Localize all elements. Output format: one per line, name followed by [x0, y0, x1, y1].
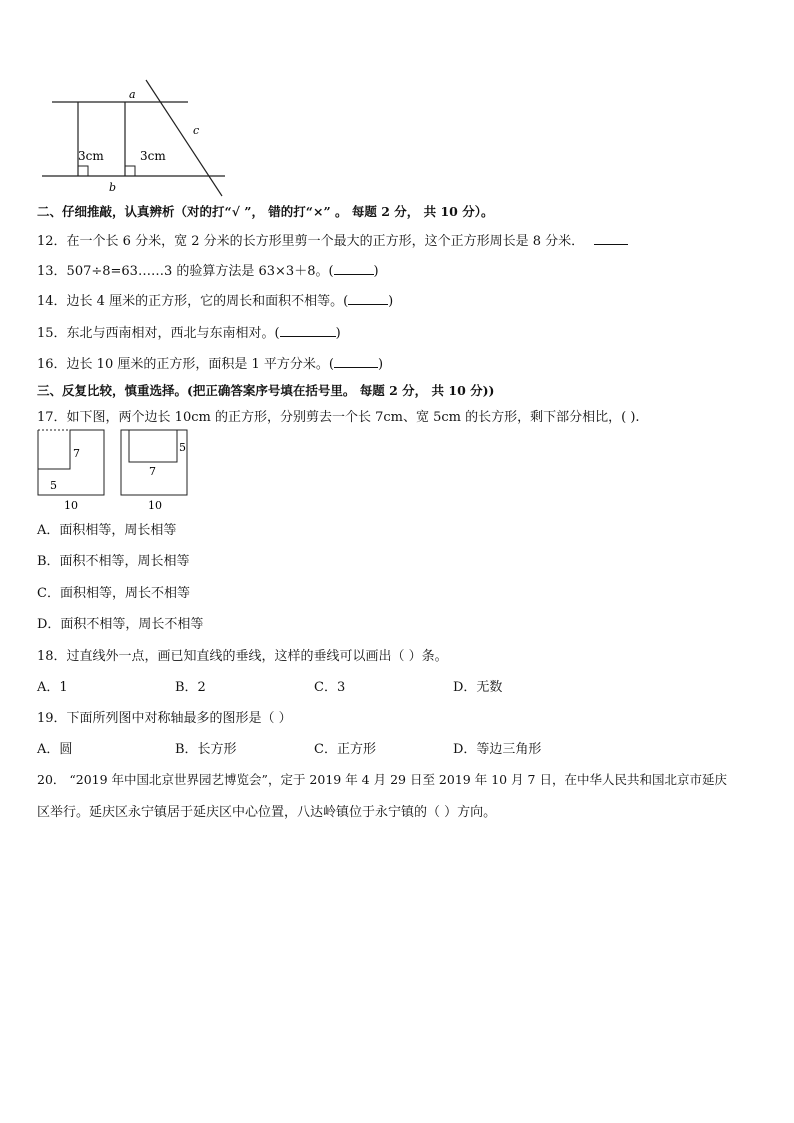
question-13 — [37, 260, 379, 279]
label-b: b — [109, 181, 117, 194]
q18-option-c[interactable]: C．3 — [314, 680, 346, 695]
question-15 — [37, 322, 341, 341]
label-height-1: 3cm — [78, 149, 104, 163]
answer-blank-15[interactable] — [280, 324, 336, 337]
question-20-line-1: 20． “2019 年中国北京世界园艺博览会”，定于 2019 年 4 月 29 日至 2019 年 10 月 7 日，在中华人民共和国北京市延庆 — [37, 772, 727, 787]
question-13-text: 13．507÷8=63……3 的验算方法是 63×3＋8。( — [37, 264, 334, 279]
q17-option-a[interactable]: A．面积相等，周长相等 — [37, 523, 177, 538]
q19-option-d[interactable]: D．等边三角形 — [453, 742, 542, 757]
question-14 — [37, 290, 393, 309]
fig1-side-label: 7 — [73, 447, 80, 460]
fig1-bottom-label: 5 — [50, 479, 57, 492]
q19-option-b[interactable]: B．长方形 — [175, 742, 237, 757]
question-12 — [37, 230, 628, 249]
q17-option-d[interactable]: D．面积不相等，周长不相等 — [37, 617, 204, 632]
fig2-side-label: 5 — [179, 441, 186, 454]
section-2-heading: 二、仔细推敲，认真辨析（对的打“√ ”， 错的打“×” 。 每题 2 分， 共 10 分）。 — [37, 204, 494, 219]
q19-option-a[interactable]: A．圆 — [37, 742, 73, 757]
q17-figure-2 — [119, 428, 191, 514]
q17-option-b[interactable]: B．面积不相等，周长相等 — [37, 554, 190, 569]
q17-figure-1 — [36, 428, 108, 514]
question-12-text: 12．在一个长 6 分米，宽 2 分米的长方形里剪一个最大的正方形，这个正方形周长是 8 分米． — [37, 234, 585, 249]
answer-blank-13[interactable] — [334, 262, 374, 275]
label-a: a — [129, 88, 136, 101]
parallel-lines-figure — [30, 78, 230, 198]
question-19-text: 19．下面所列图中对称轴最多的图形是（ ） — [37, 711, 292, 726]
q18-option-b[interactable]: B．2 — [175, 680, 206, 695]
q18-option-a[interactable]: A．1 — [37, 680, 68, 695]
question-15-text: 15．东北与西南相对，西北与东南相对。( — [37, 326, 280, 341]
question-14-close: ) — [388, 294, 394, 309]
fig2-inner-label: 7 — [149, 465, 156, 478]
fig2-base-label: 10 — [148, 499, 162, 512]
label-c: c — [193, 124, 200, 137]
question-15-close: ) — [335, 326, 341, 341]
question-13-close: ) — [373, 264, 379, 279]
fig1-base-label: 10 — [64, 499, 78, 512]
question-18-text: 18．过直线外一点，画已知直线的垂线，这样的垂线可以画出（ ）条。 — [37, 649, 448, 664]
question-17-text: 17．如下图，两个边长 10cm 的正方形，分别剪去一个长 7cm、宽 5cm 的长方形，剩下部分相比，( ). — [37, 410, 640, 425]
question-16-text: 16．边长 10 厘米的正方形，面积是 1 平方分米。( — [37, 357, 334, 372]
answer-blank-16[interactable] — [334, 355, 378, 368]
question-16-close: ) — [377, 357, 384, 372]
label-height-2: 3cm — [140, 149, 166, 163]
question-16 — [37, 353, 383, 372]
answer-blank-12[interactable] — [594, 232, 628, 245]
answer-blank-14[interactable] — [348, 292, 388, 305]
q18-option-d[interactable]: D．无数 — [453, 680, 503, 695]
q19-option-c[interactable]: C．正方形 — [314, 742, 376, 757]
q17-option-c[interactable]: C．面积相等，周长不相等 — [37, 586, 190, 601]
section-3-heading: 三、反复比较，慎重选择。(把正确答案序号填在括号里。 每题 2 分， 共 10 分)) — [37, 383, 495, 398]
question-20-line-2: 区举行。延庆区永宁镇居于延庆区中心位置，八达岭镇位于永宁镇的（ ）方向。 — [37, 805, 497, 820]
question-14-text: 14．边长 4 厘米的正方形，它的周长和面积不相等。( — [37, 294, 349, 309]
